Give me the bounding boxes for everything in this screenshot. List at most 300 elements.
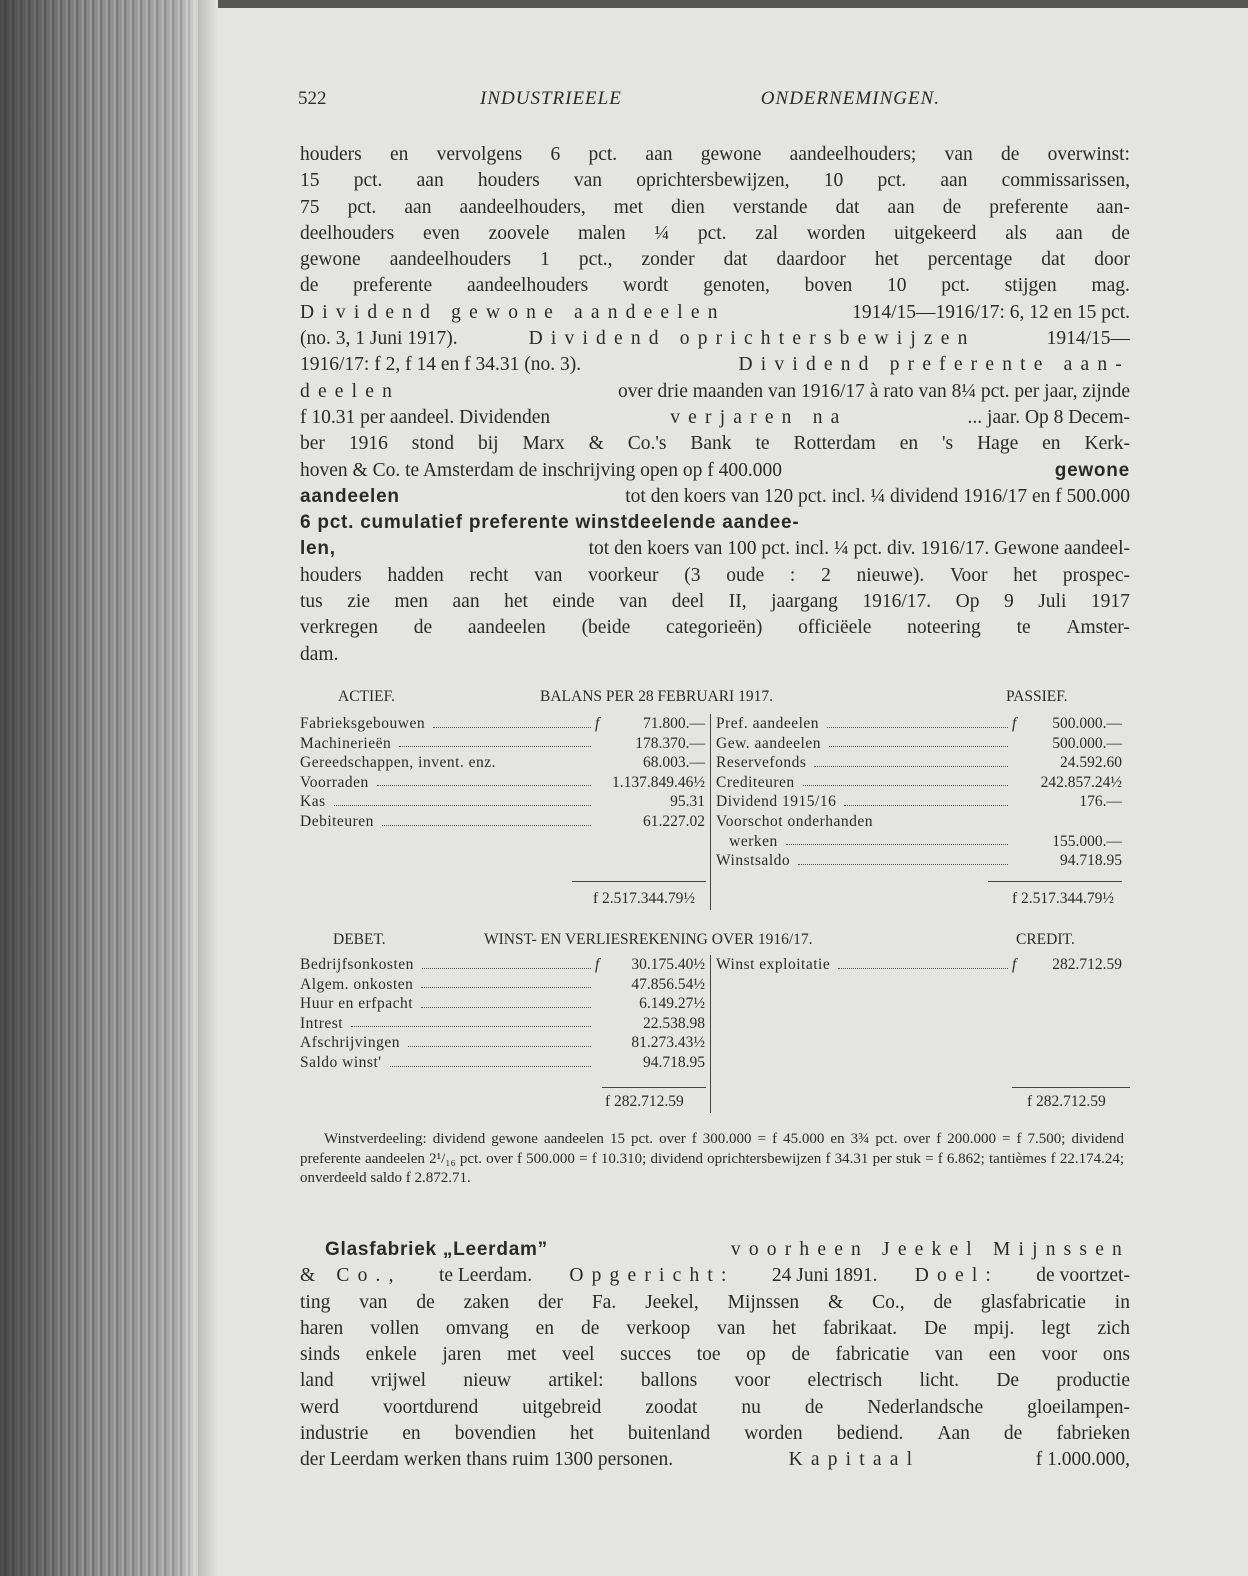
row-label: Bedrijfsonkosten <box>300 956 414 973</box>
guilder-sign: f <box>1012 956 1017 973</box>
table-row <box>716 851 1122 871</box>
guilder-sign <box>1012 812 1026 832</box>
guilder-sign <box>1012 792 1026 812</box>
word: zoodat <box>645 1396 698 1418</box>
word: stond <box>411 433 455 455</box>
row-label: Huur en erfpacht <box>300 995 414 1013</box>
spaced-text: Dividend gewone aandeelen <box>300 301 726 323</box>
word: der <box>538 1291 563 1313</box>
word: : <box>789 564 796 586</box>
dot-leader <box>814 753 1008 767</box>
table-row <box>300 994 705 1014</box>
word: pct. <box>877 170 907 192</box>
word: Op <box>955 591 980 613</box>
row-label: Pref. aandeelen <box>716 715 820 732</box>
table-row <box>716 734 1122 754</box>
word: het <box>772 1317 797 1339</box>
row-value: 22.538.98 <box>643 1014 705 1032</box>
word: door <box>1094 249 1130 271</box>
word: 15 <box>300 170 320 192</box>
text-line <box>300 1237 1130 1263</box>
text-segment: 1914/15— <box>1046 328 1130 350</box>
word: tus <box>300 591 323 613</box>
word: malen <box>578 222 626 244</box>
word: 1916/17. <box>862 591 932 613</box>
word: oprichtersbewijzen, <box>636 170 790 192</box>
bold-text: gewone <box>1054 459 1130 481</box>
dot-leader <box>838 955 1008 969</box>
text-segment: 24 Juni 1891. <box>771 1265 878 1287</box>
word: ballons <box>640 1370 698 1392</box>
word: Co.'s <box>627 433 667 455</box>
word: voorkeur <box>588 564 659 586</box>
text-segment: ... jaar. Op 8 Decem- <box>967 406 1130 428</box>
word: zaken <box>463 1291 510 1313</box>
row-value: 500.000.— <box>1052 715 1122 732</box>
spaced-text: & Co., <box>300 1265 402 1287</box>
text-segment <box>300 273 1130 299</box>
text-segment: te Leerdam. <box>438 1265 533 1287</box>
word: dat <box>835 196 860 218</box>
table-row <box>300 1014 705 1034</box>
word: pct. <box>941 275 970 297</box>
word: met <box>613 196 644 218</box>
bold-text: aandeelen <box>300 485 400 507</box>
word: mag. <box>1091 275 1130 297</box>
word: de <box>416 1291 435 1313</box>
word: en <box>402 1423 421 1445</box>
text-segment: tot den koers van 100 pct. incl. ¼ pct. div. 1916/17. Gewone aandeel- <box>588 538 1130 560</box>
guilder-sign <box>595 994 609 1014</box>
text-segment <box>300 221 1130 247</box>
word: pct. <box>697 222 727 244</box>
word: mpij. <box>973 1317 1015 1339</box>
word: van <box>944 144 973 165</box>
word: II, <box>728 591 747 613</box>
balans-right-total: f 2.517.344.79½ <box>1012 890 1115 907</box>
word: pct. <box>353 170 383 192</box>
text-segment <box>300 1316 1130 1342</box>
word: verkregen <box>300 617 378 639</box>
text-line <box>300 458 1130 484</box>
word: ons <box>1102 1344 1130 1366</box>
text-line <box>300 195 1130 221</box>
text-segment <box>300 589 1130 615</box>
word: Amster- <box>1066 617 1130 639</box>
word: Co., <box>872 1291 905 1313</box>
word: glasfabricatie <box>980 1291 1086 1313</box>
row-value: 30.175.40½ <box>631 956 705 973</box>
word: de <box>300 275 319 297</box>
word: te <box>1016 617 1031 639</box>
word: de <box>791 1344 810 1366</box>
dot-leader <box>422 955 591 969</box>
text-segment <box>300 1421 1130 1447</box>
word: de <box>1001 144 1020 165</box>
word: vollen <box>370 1317 419 1339</box>
guilder-sign: f <box>1012 715 1017 732</box>
word: productie <box>1056 1370 1130 1392</box>
winstverdeeling-note: Winstverdeeling: dividend gewone aandeelen 15 pct. over f 300.000 = f 45.000 en 3¾ pct. over f 200.000 = f 7.500; dividend preferente aandeelen 2¹/₁₆ pct. over f 500.000 = f 10.310; dividend oprichtersbewijzen f 34.31 per stuk = f 6.862; tantièmes f 22.174.24; onverdeeld saldo f 2.872.71. <box>300 1131 1124 1186</box>
row-value: 282.712.59 <box>1052 956 1122 973</box>
row-value: 242.857.24½ <box>1040 773 1122 791</box>
text-segment <box>300 1395 1130 1421</box>
row-value: 95.31 <box>670 793 705 811</box>
word: zie <box>347 591 370 613</box>
word: 6 <box>550 144 561 165</box>
text-line <box>300 642 1130 668</box>
word: Nederlandsche <box>867 1396 984 1418</box>
word: 9 <box>1003 591 1014 613</box>
word: ber <box>300 433 325 455</box>
word: aan <box>940 170 968 192</box>
balans-title: BALANS PER 28 FEBRUARI 1917. <box>540 688 773 705</box>
guilder-sign <box>595 1014 609 1034</box>
word: deelhouders <box>300 222 395 244</box>
text-line <box>300 1342 1130 1368</box>
table-row <box>300 734 705 754</box>
spaced-text: voorheen Jeekel Mijnssen <box>730 1239 1130 1260</box>
table-row <box>300 773 705 793</box>
text-segment: 1914/15—1916/17: 6, 12 en 15 pct. <box>852 301 1130 323</box>
word: Fa. <box>591 1291 617 1313</box>
balans-left-total: f 2.517.344.79½ <box>593 890 696 907</box>
word: omvang <box>445 1317 509 1339</box>
word: land <box>300 1370 334 1392</box>
table-row <box>300 975 705 995</box>
word: hadden <box>387 564 444 586</box>
word: uitgekeerd <box>894 222 977 244</box>
dot-leader <box>803 773 1008 787</box>
word: overwinst: <box>1047 144 1130 165</box>
table-row <box>300 812 705 832</box>
word: 1916 <box>348 433 388 455</box>
guilder-sign <box>1012 734 1026 754</box>
word: aandeelhouders <box>466 275 589 297</box>
table-row <box>716 773 1122 793</box>
balans-right-rule <box>988 881 1122 882</box>
word: Jeekel, <box>645 1291 699 1313</box>
word: houders <box>300 564 362 586</box>
word: de <box>413 617 433 639</box>
bold-text: len, <box>300 538 336 560</box>
row-label: Gereedschappen, invent. enz. <box>300 754 497 772</box>
word: zoovele <box>488 222 550 244</box>
spaced-text: Opgericht: <box>569 1265 735 1287</box>
guilder-sign <box>595 792 609 812</box>
word: Aan <box>937 1423 970 1445</box>
word: aan <box>452 591 480 613</box>
word: oude <box>726 564 765 586</box>
text-line <box>300 510 1130 536</box>
dot-leader <box>433 714 591 728</box>
guilder-sign <box>595 812 609 832</box>
text-line <box>300 1316 1130 1342</box>
text-line <box>300 247 1130 273</box>
balans-left-heading: ACTIEF. <box>338 688 395 705</box>
row-label: Algem. onkosten <box>300 975 414 993</box>
dot-leader <box>334 792 591 806</box>
word: Rotterdam <box>793 433 876 455</box>
word: houders <box>477 170 540 192</box>
guilder-sign <box>595 975 609 995</box>
text-line <box>300 563 1130 589</box>
word: bediend. <box>836 1423 904 1445</box>
text-segment: f 10.31 per aandeel. Dividenden <box>300 406 551 428</box>
word: jaren <box>442 1344 482 1366</box>
word: de <box>1111 222 1130 244</box>
guilder-sign <box>1012 753 1026 773</box>
word: bovendien <box>454 1423 536 1445</box>
word: ¼ <box>654 222 670 244</box>
row-label: Winst exploitatie <box>716 956 831 973</box>
word: bij <box>477 433 499 455</box>
guilder-sign <box>595 1053 609 1073</box>
word: electrisch <box>807 1370 883 1392</box>
text-line <box>300 300 1130 326</box>
word: aandeelhouders <box>389 249 511 271</box>
word: nu <box>741 1396 761 1418</box>
row-label: Saldo winst' <box>300 1053 382 1071</box>
balans-passief-table <box>716 714 1122 871</box>
word: artikel: <box>548 1370 604 1392</box>
table-row <box>716 714 1122 734</box>
winst-right-total: f 282.712.59 <box>1027 1093 1106 1110</box>
dot-leader <box>881 812 1008 826</box>
guilder-sign <box>1012 851 1026 871</box>
text-line <box>300 536 1130 562</box>
bold-text: 6 pct. cumulatief preferente winstdeelende aandee- <box>300 512 800 534</box>
spaced-text: verjaren na <box>670 406 848 428</box>
text-line <box>300 142 1130 168</box>
word: dien <box>671 196 705 218</box>
row-value: 94.718.95 <box>1060 852 1122 870</box>
word: de <box>580 1317 600 1339</box>
word: fabricatie <box>835 1344 910 1366</box>
word: 10 <box>886 275 907 297</box>
word: de <box>942 196 962 218</box>
word: voor <box>1041 1344 1078 1366</box>
row-value: 94.718.95 <box>643 1053 705 1071</box>
row-value: 24.592.60 <box>1060 754 1122 772</box>
text-line <box>300 589 1130 615</box>
table-row <box>716 955 1122 975</box>
book-page-edges <box>0 0 200 1576</box>
winst-credit-table <box>716 955 1122 975</box>
row-label: Intrest <box>300 1014 344 1032</box>
winst-divider <box>710 955 711 1113</box>
dot-leader <box>829 734 1008 748</box>
word: aandeelen <box>467 617 546 639</box>
winst-left-rule <box>602 1087 706 1088</box>
row-label: Kas <box>300 793 326 811</box>
word: op <box>746 1344 766 1366</box>
book-gutter <box>198 0 218 1576</box>
word: voortdurend <box>382 1396 479 1418</box>
row-value <box>1026 812 1122 832</box>
guilder-sign <box>595 753 609 773</box>
row-label: Machinerieën <box>300 734 392 752</box>
text-segment: de voortzet- <box>1036 1265 1130 1287</box>
text-line <box>300 1263 1130 1289</box>
word: worden <box>806 222 866 244</box>
dot-leader <box>399 734 591 748</box>
text-line <box>300 1395 1130 1421</box>
text-segment <box>300 247 1130 273</box>
text-line <box>300 326 1130 352</box>
row-value: 6.149.27½ <box>639 995 705 1013</box>
word: aan <box>404 196 432 218</box>
text-segment <box>300 1342 1130 1368</box>
balans-left-rule <box>572 881 706 882</box>
word: van <box>534 564 563 586</box>
page-number: 522 <box>298 88 327 109</box>
text-segment: der Leerdam werken thans ruim 1300 personen. <box>300 1449 674 1471</box>
word: aan- <box>1096 196 1130 218</box>
word: deel <box>671 591 705 613</box>
word: met <box>507 1344 537 1366</box>
text-line <box>300 379 1130 405</box>
row-label: Reservefonds <box>716 754 807 772</box>
row-label: Dividend 1915/16 <box>716 793 837 811</box>
text-line <box>300 1290 1130 1316</box>
word: 75 <box>300 196 320 218</box>
word: (3 <box>684 564 701 586</box>
word: industrie <box>300 1423 369 1445</box>
dot-leader <box>351 1014 591 1028</box>
word: Mijnssen <box>727 1291 800 1313</box>
row-value: 176.— <box>1079 793 1122 811</box>
word: even <box>423 222 460 244</box>
word: 1917 <box>1090 591 1130 613</box>
text-segment: 1916/17: f 2, f 14 en f 34.31 (no. 3). <box>300 354 582 376</box>
text-line <box>300 273 1130 299</box>
word: vervolgens <box>436 144 523 165</box>
table-row <box>716 753 1122 773</box>
word: prospec- <box>1062 564 1130 586</box>
text-segment: (no. 3, 1 Juni 1917). <box>300 328 458 350</box>
word: fabrikaat. <box>822 1317 898 1339</box>
word: en <box>1042 433 1061 455</box>
balans-actief-table <box>300 714 705 832</box>
word: stijgen <box>1004 275 1057 297</box>
word: ting <box>300 1291 331 1313</box>
word: wordt <box>622 275 669 297</box>
word: Marx <box>522 433 565 455</box>
text-segment <box>300 1368 1130 1394</box>
winst-right-rule <box>1012 1087 1130 1088</box>
word: als <box>1005 222 1027 244</box>
word: aan <box>645 144 673 165</box>
word: Voor <box>949 564 988 586</box>
word: veel <box>561 1344 595 1366</box>
text-line <box>300 405 1130 431</box>
row-label: werken <box>716 832 778 850</box>
word: zonder <box>641 249 695 271</box>
word: van <box>573 170 603 192</box>
word: aan <box>416 170 444 192</box>
table-row <box>716 792 1122 812</box>
text-segment: dam. <box>300 643 339 665</box>
word: het <box>569 1423 594 1445</box>
word: vrijwel <box>370 1370 427 1392</box>
running-title: INDUSTRIEELE ONDERNEMINGEN. <box>480 88 940 109</box>
word: van <box>934 1344 964 1366</box>
word: licht. <box>919 1370 960 1392</box>
spaced-text: Kapitaal <box>788 1449 921 1471</box>
word: gloeilampen- <box>1027 1396 1130 1418</box>
row-value: 61.227.02 <box>643 812 705 830</box>
row-label: Voorschot onderhanden <box>716 812 874 830</box>
winst-right-heading: CREDIT. <box>1016 931 1075 948</box>
table-row <box>300 1053 705 1073</box>
text-line <box>300 352 1130 378</box>
word: enkele <box>365 1344 417 1366</box>
text-line <box>300 484 1130 510</box>
word: preferente <box>989 196 1069 218</box>
winst-title: WINST- EN VERLIESREKENING OVER 1916/17. <box>484 931 813 948</box>
balans-right-heading: PASSIEF. <box>1006 688 1068 705</box>
word: Juli <box>1038 591 1067 613</box>
word: aandeelhouders, <box>459 196 586 218</box>
spaced-text: Dividend preferente aan- <box>738 354 1130 376</box>
word: de <box>1003 1423 1023 1445</box>
word: zal <box>755 222 779 244</box>
text-line <box>300 1447 1130 1473</box>
word: sinds <box>300 1344 341 1366</box>
word: aandeelhouders; <box>789 144 917 165</box>
table-row <box>716 832 1122 852</box>
word: & <box>588 433 604 455</box>
word: nieuw <box>463 1370 512 1392</box>
row-value: 500.000.— <box>1052 734 1122 752</box>
winst-debet-table <box>300 955 705 1073</box>
row-label: Gew. aandeelen <box>716 734 821 752</box>
word: verkoop <box>626 1317 691 1339</box>
word: de <box>933 1291 952 1313</box>
table-row <box>300 955 705 975</box>
word: toe <box>696 1344 721 1366</box>
guilder-sign: f <box>595 956 600 973</box>
word: van <box>359 1291 388 1313</box>
word: van <box>717 1317 746 1339</box>
word: gewone <box>300 249 361 271</box>
text-segment <box>300 615 1130 641</box>
row-value: 155.000.— <box>1052 832 1122 850</box>
dot-leader <box>786 832 1008 846</box>
word: en <box>899 433 919 455</box>
word: werd <box>300 1396 339 1418</box>
word: recht <box>469 564 509 586</box>
word: van <box>619 591 648 613</box>
word: legt <box>1041 1317 1071 1339</box>
word: het <box>504 591 528 613</box>
row-value: 1.137.849.46½ <box>612 773 705 791</box>
word: De <box>924 1317 947 1339</box>
text-segment: tot den koers van 120 pct. incl. ¼ dividend 1916/17 en f 500.000 <box>625 485 1130 507</box>
word: het <box>874 249 899 271</box>
guilder-sign <box>595 773 609 793</box>
word: einde <box>552 591 595 613</box>
word: haren <box>300 1317 344 1339</box>
word: en <box>390 144 409 165</box>
guilder-sign <box>595 1033 609 1053</box>
dot-leader <box>421 975 591 989</box>
word: nieuwe). <box>856 564 925 586</box>
dot-leader <box>377 773 591 787</box>
guilder-sign <box>1012 832 1026 852</box>
paragraph-intro <box>300 142 1130 668</box>
